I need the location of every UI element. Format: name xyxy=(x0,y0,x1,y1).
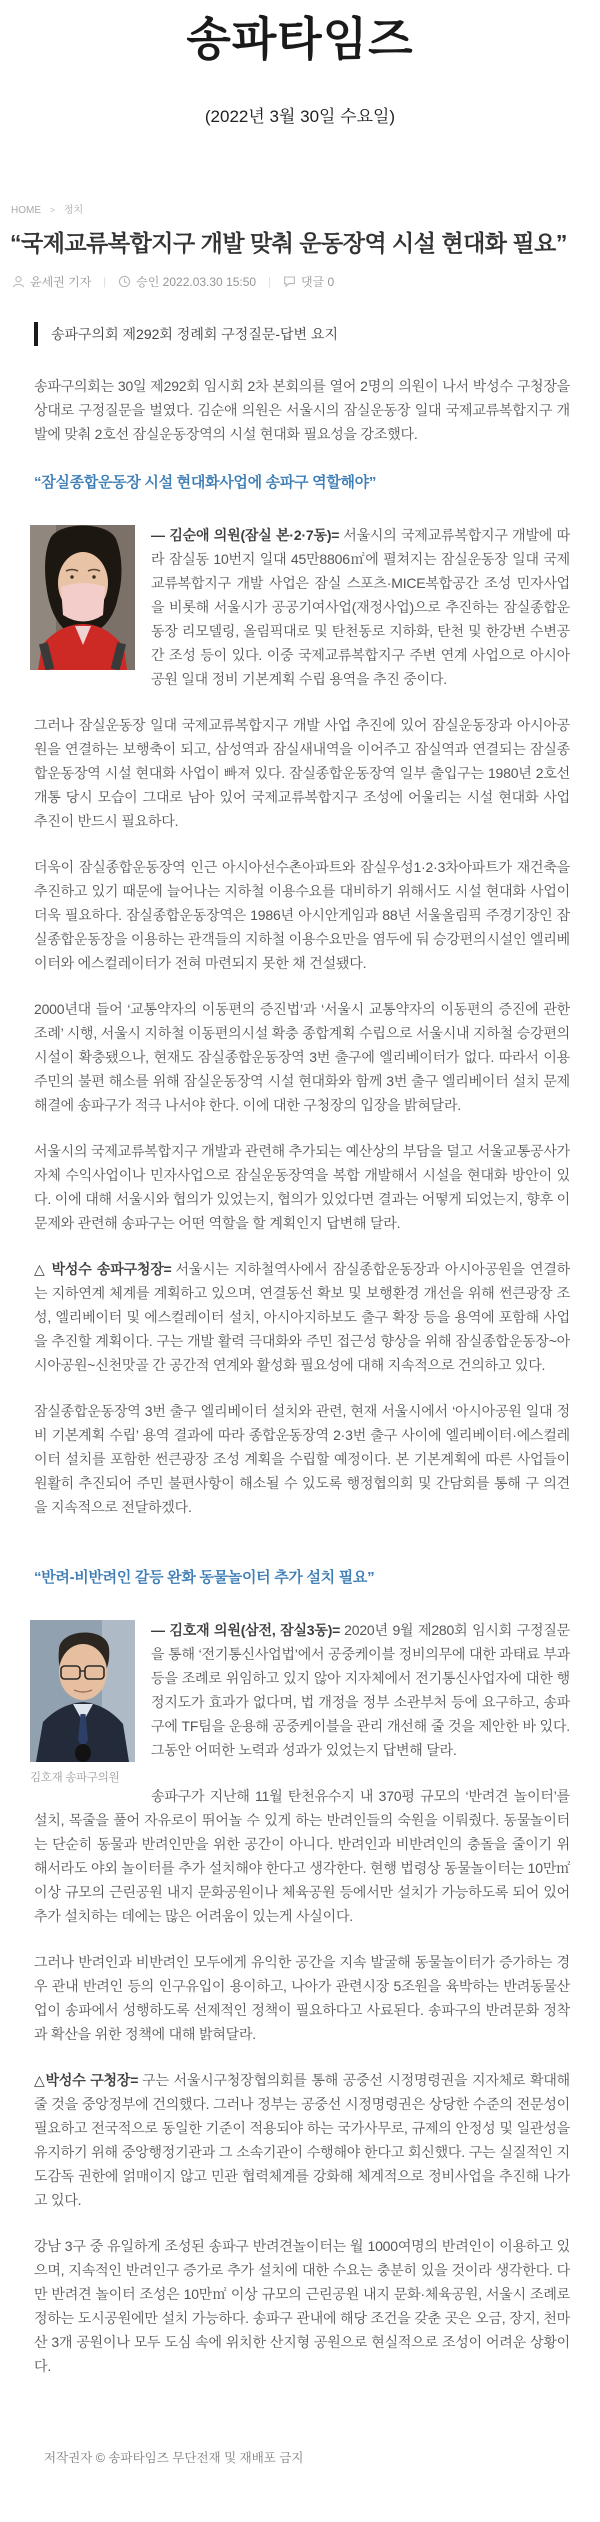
approved-timestamp: 승인 2022.03.30 15:50 xyxy=(136,275,257,289)
edition-date: (2022년 3월 30일 수요일) xyxy=(204,107,396,126)
section-2 xyxy=(30,1618,570,2400)
breadcrumb xyxy=(0,201,600,216)
comment-count-link[interactable]: 댓글 0 xyxy=(300,275,335,289)
article-headline: “국제교류복합지구 개발 맞춰 운동장역 시설 현대화 필요” xyxy=(10,230,567,256)
byline xyxy=(12,273,600,290)
article-paragraph: 강남 3구 중 유일하게 조성된 송파구 반려견놀이터는 월 1000여명의 반려인이 이용하고 있으며, 지속적인 반려인구 증가로 추가 설치에 대한 수요는 충분히 있을 것이라 생각한다. 다만 반려견 놀이터 조성은 10만㎡ 이상 규모의 근린공원 내지 문화·체육공원, 서울시 조례로 정하는 도시공원에만 설치 가능하다. 송파구 관내에 해당 조건을 갖춘 곳은 오금, 장지, 천마산 3개 공원이나 모두 도심 속에 위치한 산지형 공원으로 현실적으로 조성이 어려운 상황이다. xyxy=(34,2238,570,2374)
breadcrumb-separator-icon: > xyxy=(49,205,56,215)
reporter-name-link[interactable]: 윤세권 기자 xyxy=(30,275,92,289)
article-body xyxy=(0,322,600,2400)
photo-councilor-kim-soon-ae xyxy=(30,525,135,670)
portrait-image-2 xyxy=(30,1620,135,1762)
subtitle-text: 송파구의회 제292회 정례회 구정질문-답변 요지 xyxy=(51,326,339,342)
breadcrumb-home-link[interactable]: HOME xyxy=(11,205,41,216)
section-heading-1: “잠실종합운동장 시설 현대화사업에 송파구 역할해야” xyxy=(34,474,377,491)
byline-reporter xyxy=(12,273,91,290)
byline-divider: | xyxy=(103,275,107,288)
clock-icon xyxy=(118,275,131,288)
article-paragraph: 2000년대 들어 ‘교통약자의 이동편의 증진법’과 ‘서울시 교통약자의 이동편의 증진에 관한 조례’ 시행, 서울시 지하철 이동편의시설 확충 종합계획 수립으로 서울시내 지하철 승강편의시설이 확충됐으나, 현재도 잠실종합운동장역 3번 출구에 엘리베이터가 없다. 따라서 이용주민의 불편 해소를 위해 잠실운동장역 시설 현대화와 함께 3번 출구 엘리베이터 설치 문제 해결에 송파구가 적극 나서야 한다. 이에 대한 구청장의 입장을 밝혀달라. xyxy=(34,1001,570,1113)
section-heading-2: “반려-비반려인 갈등 완화 동물놀이터 추가 설치 필요” xyxy=(34,1569,375,1586)
article-paragraph: 송파구가 지난해 11월 탄천유수지 내 370평 규모의 ‘반려견 놀이터’를 설치, 목줄을 풀어 자유로이 뛰어놀 수 있게 하는 반려인들의 숙원을 이뤄줬다. 동물놀이터는 단순히 동물과 반려인만을 위한 공간이 아니다. 반려인과 비반려인의 충돌을 줄이기 위해서라도 야외 놀이터를 추가 설치해야 한다고 생각한다. 현행 법령상 동물놀이터는 10만㎡이상 규모의 근린공원 내지 문화공원이나 체육공원 등에서만 설치가 가능하도록 되어 있어 추가 설치하는 데에는 많은 어려움이 있는게 사실이다. xyxy=(34,1788,570,1924)
article-paragraph xyxy=(34,2068,570,2212)
copyright-notice: 저작권자 © 송파타임즈 무단전재 및 재배포 금지 xyxy=(44,2451,304,2465)
portrait-image-1 xyxy=(30,525,135,670)
article-subtitle xyxy=(34,322,570,346)
article-paragraph xyxy=(34,1257,570,1377)
speaker-lead: △ 박성수 송파구청장= xyxy=(34,1261,172,1277)
person-icon xyxy=(12,275,25,288)
article-paragraph: 잠실종합운동장역 3번 출구 엘리베이터 설치와 관련, 현재 서울시에서 ‘아시아공원 일대 정비 기본계획 수립’ 용역 결과에 따라 종합운동장역 2·3번 출구 사이에 엘리베이터·에스컬레이터 설치를 포함한 썬큰광장 조성 계획을 수립할 예정이다. 본 기본계획에 따른 사업들이 원활히 추진되어 주민 불편사항이 해소될 수 있도록 행정협의회 및 간담회를 통해 구 의견을 지속적으로 전달하겠다. xyxy=(34,1403,570,1515)
breadcrumb-category-link[interactable]: 정치 xyxy=(63,205,84,216)
paragraph-text: 서울시의 국제교류복합지구 개발에 따라 잠실동 10번지 일대 45만8806㎡에 펼쳐지는 잠실운동장 일대 국제교류복합지구 개발 사업은 잠실 스포츠·MICE복합공간 조성 민자사업을 비롯해 서울시가 공공기여사업(재정사업)으로 추진하는 잠실종합운동장 리모델링, 올림픽대로 및 탄천동로 지하화, 탄천 및 한강변 수변공간 조성 등이 있다. 이중 국제교류복합지구 주변 연계 사업으로 아시아공원 일대 정비 기본계획 수립 용역을 추진 중이다. xyxy=(151,527,570,687)
article-paragraph: 그러나 잠실운동장 일대 국제교류복합지구 개발 사업 추진에 있어 잠실운동장과 아시아공원을 연결하는 보행축이 되고, 삼성역과 잠실새내역을 이어주고 잠실역과 연결되는 잠실종합운동장역 시설 현대화 사업이 빠져 있다. 잠실종합운동장역 일부 출입구는 1980년 2호선 개통 당시 모습이 그대로 남아 있어 국제교류복합지구 조성에 어울리는 시설 현대화 사업 추진이 반드시 필요하다. xyxy=(34,717,570,829)
article-paragraph: 더욱이 잠실종합운동장역 인근 아시아선수촌아파트와 잠실우성1·2·3차아파트가 재건축을 추진하고 있기 때문에 늘어나는 지하철 이용수요를 대비하기 위해서도 시설 현대화 사업이 더욱 필요하다. 잠실종합운동장역은 1986년 아시안게임과 88년 서울올림픽 주경기장인 잠실종합운동장을 이용하는 관객들의 지하철 이용수요만을 염두에 둬 승강편의시설인 엘리베이터와 에스컬레이터가 전혀 마련되지 못한 채 건설됐다. xyxy=(34,859,570,971)
lead-paragraph: 송파구의회는 30일 제292회 임시회 2차 본회의를 열어 2명의 의원이 나서 박성수 구청장을 상대로 구정질문을 벌였다. 김순애 의원은 서울시의 잠실운동장 일대 국제교류복합지구 개발에 맞춰 2호선 잠실운동장역의 시설 현대화 필요성을 강조했다. xyxy=(34,378,570,442)
article-paragraph: 그러나 반려인과 비반려인 모두에게 유익한 공간을 지속 발굴해 동물놀이터가 증가하는 경우 관내 반려인 등의 인구유입이 용이하고, 나아가 관련시장 5조원을 육박하는 반려동물산업이 송파에서 성행하도록 선제적인 정책이 필요하다고 사료된다. 송파구의 반려문화 정착과 확산을 위한 정책에 대해 밝혀달라. xyxy=(34,1954,570,2042)
photo-caption: 김호재 송파구의원 xyxy=(30,1772,120,1784)
paragraph-text: 서울시는 지하철역사에서 잠실종합운동장과 아시아공원을 연결하는 지하연계 체계를 계획하고 있으며, 연결동선 확보 및 보행환경 개선을 위해 썬큰광장 조성, 엘리베이터 및 에스컬레이터 설치, 아시아지하보도 출구 확장 등을 용역에 포함해 사업을 추진할 계획이다. 구는 개발 활력 극대화와 주민 접근성 향상을 위해 잠실종합운동장~아시아공원~신천맛골 간 공간적 연계와 활성화 필요성에 대해 지속적으로 건의하고 있다. xyxy=(34,1261,570,1373)
paragraph-text: 2020년 9월 제280회 임시회 구정질문을 통해 ‘전기통신사업법’에서 공중케이블 정비의무에 대한 과태료 부과 등을 조례로 위임하고 있지 않아 지자체에서 전기통신사업자에 대한 행정지도가 효과가 없다며, 법 개정을 정부 소관부처 등에 요구하고, 송파구에 TF팀을 운용해 공중케이블을 관리 개선해 줄 것을 제안한 바 있다. 그동안 어떠한 노력과 성과가 있었는지 답변해 달라. xyxy=(151,1622,570,1758)
comment-icon xyxy=(283,275,296,288)
article-paragraph: 서울시의 국제교류복합지구 개발과 관련해 추가되는 예산상의 부담을 덜고 서울교통공사가 자체 수익사업이나 민자사업으로 잠실운동장역을 복합 개발해서 시설을 현대화 방안이 있다. 이에 대해 서울시와 협의가 있었는지, 협의가 있었다면 결과는 어떻게 되었는지, 향후 이 문제와 관련해 송파구는 어떤 역할을 할 계획인지 답변해 달라. xyxy=(34,1143,570,1231)
speaker-lead: △박성수 구청장= xyxy=(34,2072,139,2088)
speaker-lead: — 김호재 의원(삼전, 잠실3동)= xyxy=(151,1622,341,1638)
section-1 xyxy=(34,523,570,1541)
paragraph-text: 구는 서울시구청장협의회를 통해 공중선 시정명령권을 지자체로 확대해 줄 것을 중앙정부에 건의했다. 그러나 정부는 공중선 시정명령권은 상당한 수준의 전문성이 필요하고 전국적으로 동일한 기준이 적용되야 하는 국가사무로, 규제의 안정성 및 일관성을 유지하기 위해 중앙행정기관과 그 소속기관이 수행해야 한다고 회신했다. 구는 실질적인 지도감독 권한에 얽매이지 않고 민관 협력체계를 강화해 체계적으로 정비사업을 추진해 나가고 있다. xyxy=(34,2072,570,2208)
site-title: 송파타임즈 xyxy=(186,13,414,65)
masthead xyxy=(0,0,600,127)
byline-comments xyxy=(283,273,334,290)
speaker-lead: — 김순애 의원(잠실 본·2·7동)= xyxy=(151,527,340,543)
byline-divider: | xyxy=(268,275,271,288)
photo-councilor-kim-ho-jae xyxy=(30,1620,135,1785)
byline-approved xyxy=(118,273,256,290)
article-footer xyxy=(0,2448,600,2522)
